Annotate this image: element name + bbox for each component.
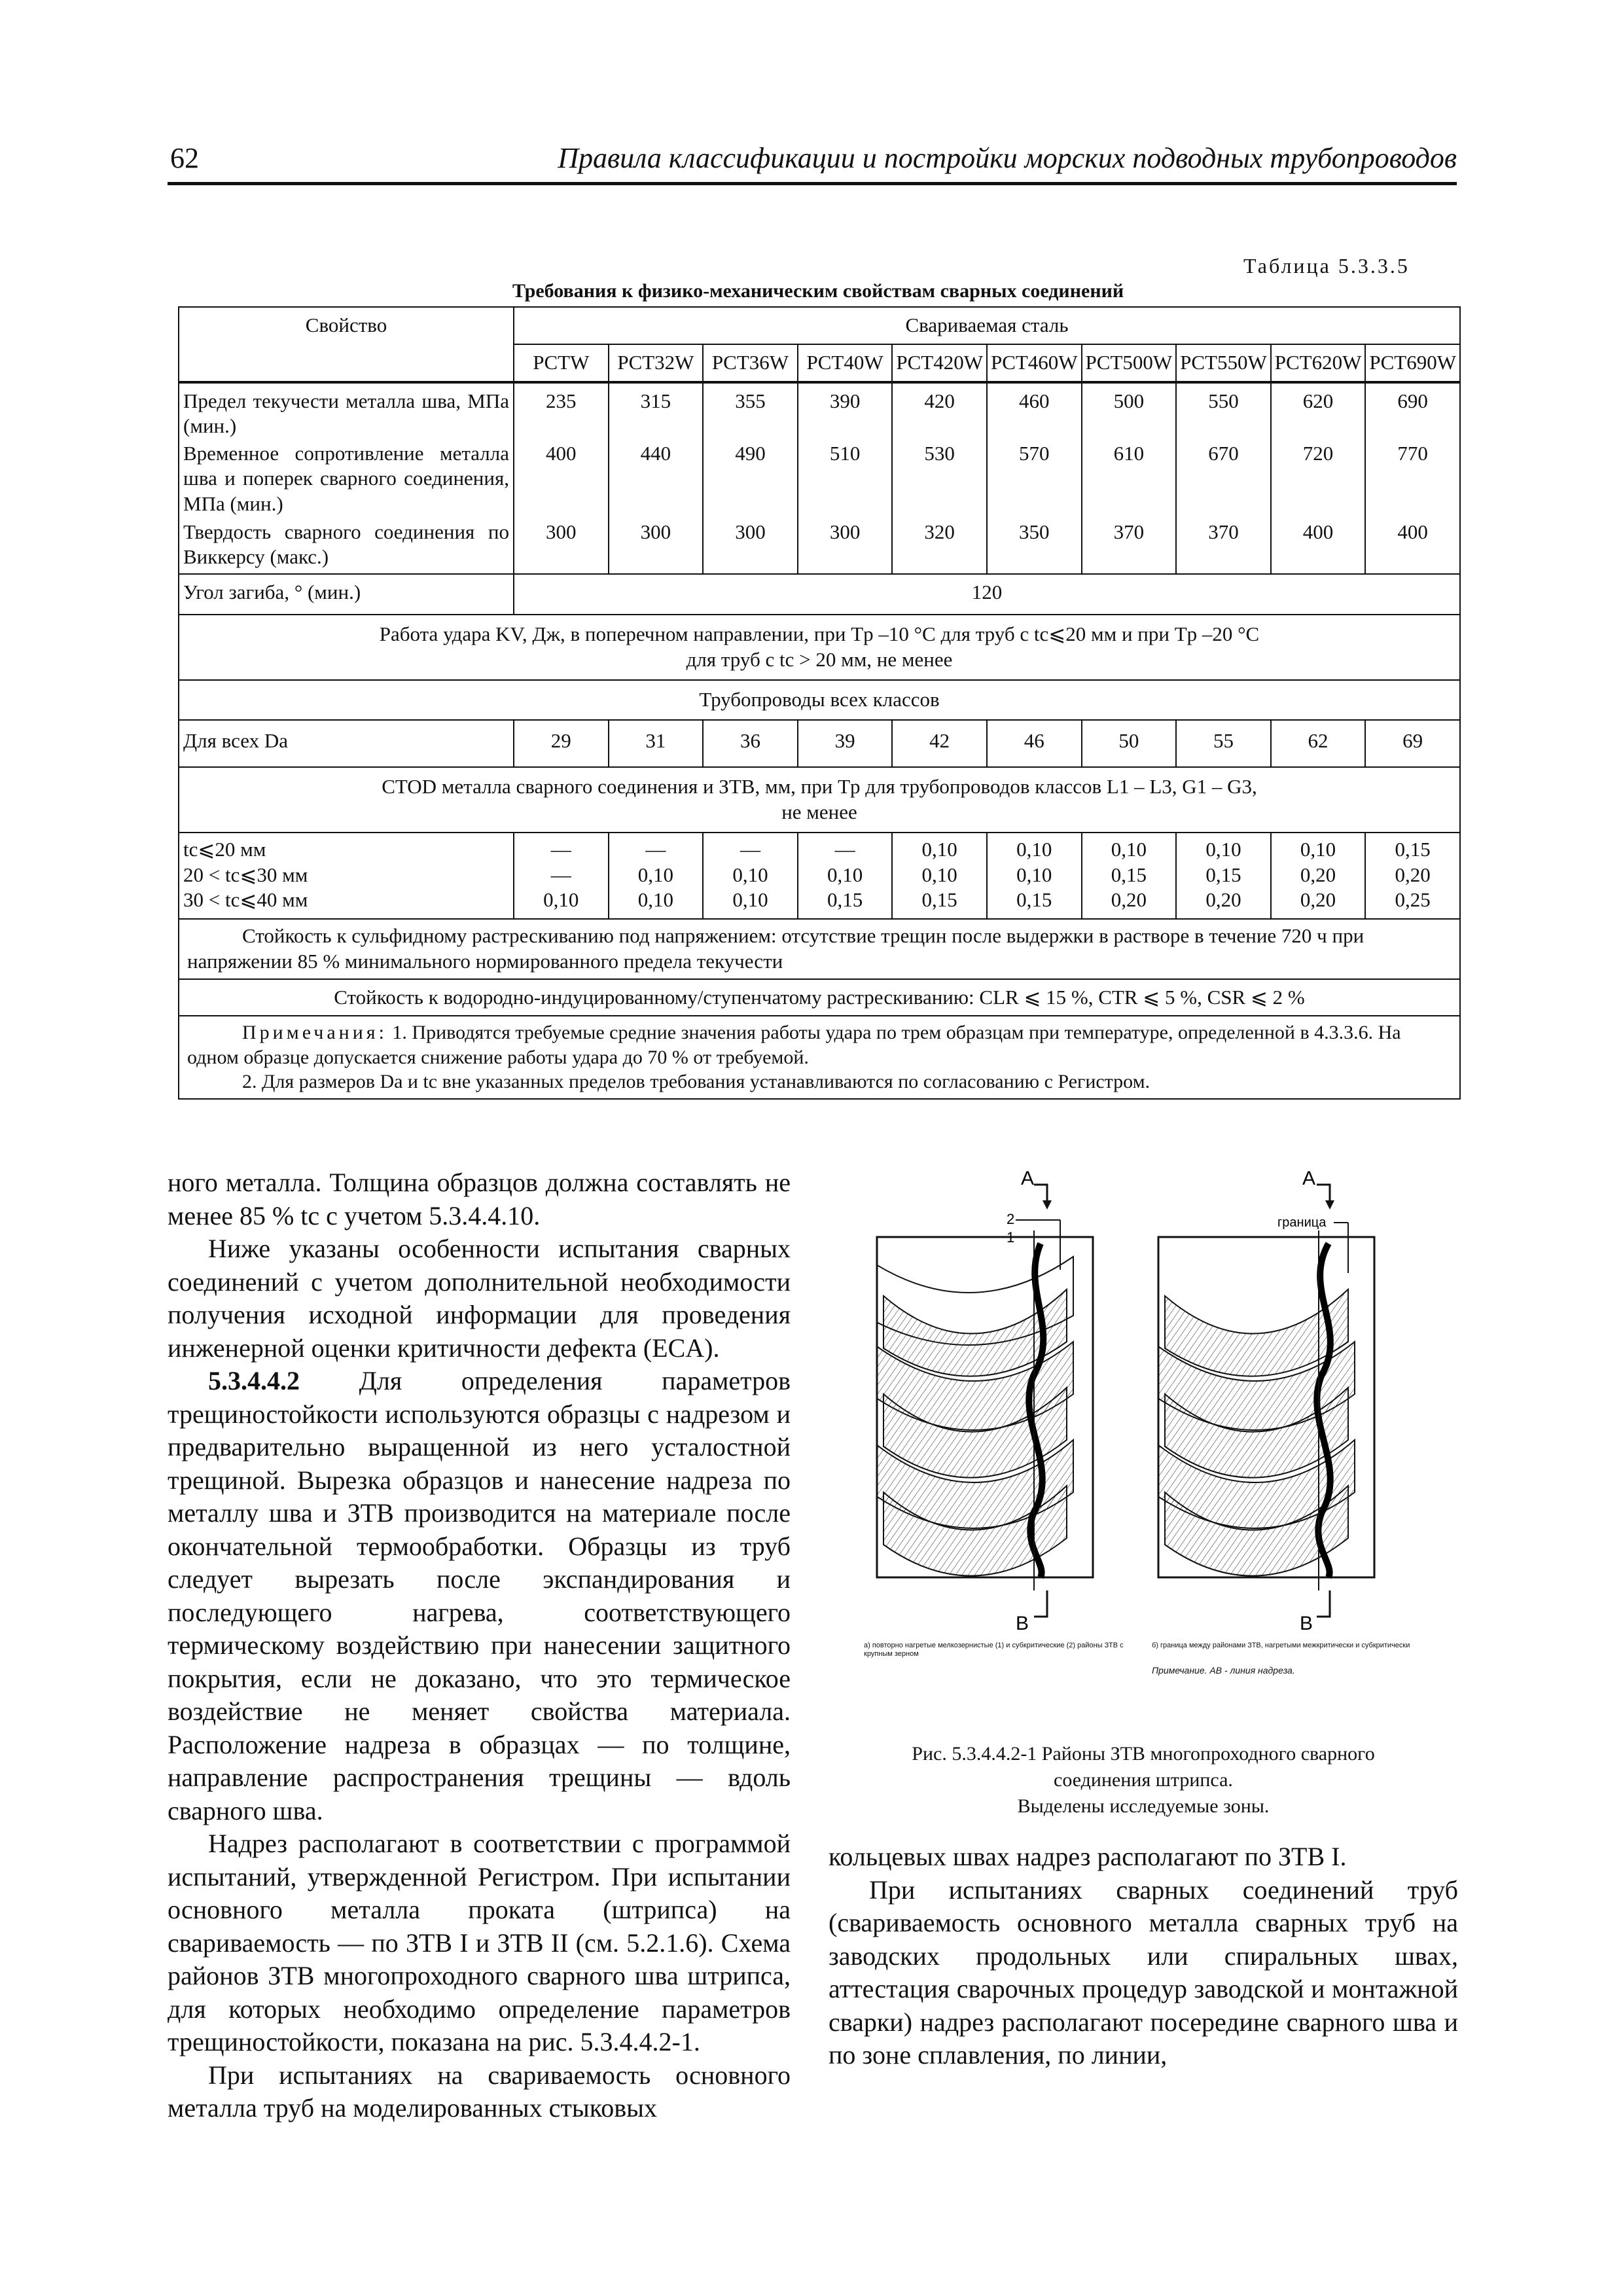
cell-value: 0,10 xyxy=(1300,837,1336,861)
clause-number: 5.3.4.4.2 xyxy=(208,1366,300,1395)
cell-value: 0,10 xyxy=(1016,837,1052,861)
left-column xyxy=(168,1166,791,2125)
ctod-values xyxy=(514,833,609,919)
property-labels xyxy=(179,382,514,574)
cell-value: 550 xyxy=(1208,389,1239,412)
col-property-header: Свойство xyxy=(179,307,514,382)
weld-panel-b xyxy=(1152,1168,1374,1634)
cell-value: 0,25 xyxy=(1395,888,1431,912)
cell-value: 420 xyxy=(924,389,955,412)
cell-value: 620 xyxy=(1302,389,1334,412)
property-values xyxy=(987,382,1082,574)
cell-value: 0,20 xyxy=(1395,863,1431,886)
cell-value: 0,20 xyxy=(1300,863,1336,886)
cell-value: 50 xyxy=(1082,720,1177,768)
property-label: Твердость сварного соединения по Виккерсу (макс.) xyxy=(183,520,509,569)
cell-value: — xyxy=(834,837,855,861)
ctod-values xyxy=(1176,833,1271,919)
cell-value: 0,10 xyxy=(732,888,768,912)
cell-value: 0,10 xyxy=(1016,863,1052,886)
ctod-values xyxy=(798,833,893,919)
cell-value: 670 xyxy=(1208,441,1239,465)
paragraph: ного металла. Толщина образцов должна составлять не менее 85 % tc с учетом 5.3.4.4.10. xyxy=(168,1168,791,1230)
cell-value: 0,10 xyxy=(827,863,863,886)
label-a-left: A xyxy=(1021,1168,1035,1189)
paragraph xyxy=(168,1365,791,1827)
ctod-heading-line: не менее xyxy=(781,800,857,823)
cell-value: 460 xyxy=(1019,389,1050,412)
bend-label: Угол загиба, ° (мин.) xyxy=(179,574,514,615)
property-values xyxy=(892,382,987,574)
impact-heading xyxy=(179,615,1460,680)
cell-value: 0,20 xyxy=(1205,888,1241,912)
weld-panel-a xyxy=(864,1168,1093,1634)
caption-line: соединения штрипса. xyxy=(1054,1769,1233,1791)
running-title: Правила классификации и постройки морских подводных трубопроводов xyxy=(558,142,1457,174)
cell-value: 510 xyxy=(829,441,861,465)
page-number: 62 xyxy=(170,142,199,174)
weld-zones-figure xyxy=(844,1158,1459,1748)
table-row-hydrogen xyxy=(179,979,1460,1016)
paragraph-text: Для определения параметров трещиностойкости используются образцы с надрезом и предварительно выращенной из него усталостной трещиной. Вырезка образцов и нанесение надреза по металлу шва и ЗТВ производится на материале после окончательной термообработки. Образцы из труб следует вырезать после экспандирования и последующего нагрева, соответствующего термическому воздействию при нанесении защитного покрытия, если не доказано, что это термическое воздействие не меняет свойства материала. Расположение надреза в образцах — по толщине, направление распространения трещины — вдоль сварного шва. xyxy=(168,1366,791,1825)
cell-value: — xyxy=(740,837,760,861)
ctod-values xyxy=(987,833,1082,919)
note-1-text: 1. Приводятся требуемые средние значения работы удара по трем образцам при температуре, определенной в 4.3.3.6. На одном образце допускается снижение работы удара до 70 % от требуемой. xyxy=(187,1022,1401,1068)
property-values xyxy=(798,382,893,574)
table-row-notes xyxy=(179,1016,1460,1099)
cell-value: 610 xyxy=(1113,441,1145,465)
boundary-label: граница xyxy=(1277,1215,1327,1230)
bend-value: 120 xyxy=(514,574,1460,615)
cell-value: 440 xyxy=(640,441,671,465)
cell-value: 0,20 xyxy=(1111,888,1147,912)
ctod-values xyxy=(703,833,798,919)
property-values xyxy=(514,382,609,574)
cell-value: 355 xyxy=(735,389,766,412)
ctod-values xyxy=(892,833,987,919)
cell-value: 0,15 xyxy=(1016,888,1052,912)
ctod-heading-line: CTOD металла сварного соединения и ЗТВ, мм, при Tp для трубопроводов классов L1 – L3, G1 – G3, xyxy=(382,775,1257,798)
cell-value: 62 xyxy=(1271,720,1366,768)
property-values xyxy=(1176,382,1271,574)
table-row-impact xyxy=(179,720,1460,768)
cell-value: 69 xyxy=(1365,720,1460,768)
subcaption-b: б) граница между районами ЗТВ, нагретыми межкритически и субкритически xyxy=(1152,1641,1410,1649)
cell-value: 300 xyxy=(829,520,861,543)
cell-value: 0,10 xyxy=(1111,837,1147,861)
property-label: Временное сопротивление металла шва и поперек сварного соединения, МПа (мин.) xyxy=(183,441,509,515)
col-steel-header: Свариваемая сталь xyxy=(514,307,1460,344)
cell-value: 0,10 xyxy=(1205,837,1241,861)
cell-value: 490 xyxy=(735,441,766,465)
cell-value: 300 xyxy=(735,520,766,543)
ctod-values xyxy=(609,833,704,919)
cell-value: 36 xyxy=(703,720,798,768)
cell-value: 235 xyxy=(546,389,577,412)
grade-header: PCT690W xyxy=(1365,344,1460,382)
cell-value: 500 xyxy=(1113,389,1145,412)
cell-value: 0,15 xyxy=(827,888,863,912)
impact-label: Для всех Da xyxy=(179,720,514,768)
property-label: Предел текучести металла шва, МПа (мин.) xyxy=(183,389,509,438)
ctod-labels xyxy=(179,833,514,919)
table-title: Требования к физико-механическим свойствам сварных соединений xyxy=(512,280,1124,302)
figure-remark: Примечание. АВ - линия надреза. xyxy=(1152,1665,1295,1676)
table-row-pipelines xyxy=(179,680,1460,720)
label-b-right: B xyxy=(1300,1613,1313,1634)
note-1 xyxy=(187,1020,1452,1069)
cell-value: 690 xyxy=(1397,389,1428,412)
property-values xyxy=(609,382,704,574)
cell-value: 55 xyxy=(1176,720,1271,768)
cell-value: 0,15 xyxy=(1205,863,1241,886)
cell-value: 42 xyxy=(892,720,987,768)
cell-value: 350 xyxy=(1019,520,1050,543)
cell-value: 530 xyxy=(924,441,955,465)
cell-value: 0,20 xyxy=(1300,888,1336,912)
label-a-right: A xyxy=(1302,1168,1316,1189)
cell-value: 29 xyxy=(514,720,609,768)
cell-value: 46 xyxy=(987,720,1082,768)
cell-value: 570 xyxy=(1019,441,1050,465)
zone-number-1: 1 xyxy=(1007,1229,1015,1246)
hydrogen-text: Стойкость к водородно-индуцированному/ступенчатому растрескиванию: CLR ⩽ 15 %, CTR ⩽ 5 %, CSR ⩽ 2 % xyxy=(179,979,1460,1016)
cell-value: 0,10 xyxy=(921,837,957,861)
page-header xyxy=(168,141,1457,185)
cell-value: 39 xyxy=(798,720,893,768)
cell-value: 770 xyxy=(1397,441,1428,465)
table-row-ctod-heading xyxy=(179,767,1460,833)
cell-value: 720 xyxy=(1302,441,1334,465)
grade-header: PCT620W xyxy=(1271,344,1366,382)
paragraph: кольцевых швах надрез располагают по ЗТВ I. xyxy=(829,1842,1347,1871)
figure-caption xyxy=(829,1741,1458,1820)
zone-number-2: 2 xyxy=(1007,1211,1015,1227)
table-notes xyxy=(179,1016,1460,1099)
cell-value: — xyxy=(550,837,571,861)
ctod-values xyxy=(1271,833,1366,919)
property-values xyxy=(1082,382,1177,574)
cell-value: 400 xyxy=(546,441,577,465)
cell-value: 300 xyxy=(546,520,577,543)
cell-value: — xyxy=(550,863,571,886)
note-2: 2. Для размеров Da и tc вне указанных пределов требования устанавливаются по согласованию с Регистром. xyxy=(242,1071,1150,1093)
table-row-bend xyxy=(179,574,1460,615)
label-b-left: B xyxy=(1016,1613,1029,1634)
cell-value: 300 xyxy=(640,520,671,543)
paragraph: Ниже указаны особенности испытания сварных соединений с учетом дополнительной необходимости получения исходной информации для проведения инженерной оценки критичности дефекта (ECA). xyxy=(168,1234,791,1363)
cell-value: 0,10 xyxy=(543,888,579,912)
table-row-properties xyxy=(179,382,1460,574)
grade-header: PCT420W xyxy=(892,344,987,382)
grade-header: PCT32W xyxy=(609,344,704,382)
grade-header: PCT460W xyxy=(987,344,1082,382)
requirements-table xyxy=(178,306,1461,1100)
ctod-label: 20 < tc⩽30 мм xyxy=(183,863,308,886)
subcaption-a: а) повторно нагретые мелкозернистые (1) и субкритические (2) районы ЗТВ с крупным зерном xyxy=(864,1641,1124,1658)
cell-value: 370 xyxy=(1113,520,1145,543)
table-row-impact-heading xyxy=(179,615,1460,680)
pipelines-all: Трубопроводы всех классов xyxy=(179,680,1460,720)
grade-header: PCT500W xyxy=(1082,344,1177,382)
caption-line: Выделены исследуемые зоны. xyxy=(1017,1795,1270,1817)
cell-value: 0,15 xyxy=(1395,837,1431,861)
table-row-sulfide xyxy=(179,919,1460,979)
cell-value: 0,10 xyxy=(732,863,768,886)
cell-value: 0,15 xyxy=(1111,863,1147,886)
impact-heading-line: Работа удара KV, Дж, в поперечном направлении, при Tp –10 °C для труб с tc⩽20 мм и при Tp –20 °C xyxy=(379,622,1260,646)
ctod-label: tc⩽20 мм xyxy=(183,837,266,861)
paragraph: Надрез располагают в соответствии с программой испытаний, утвержденной Регистром. При испытании основного металла проката (штрипса) на свариваемость — по ЗТВ I и ЗТВ II (см. 5.2.1.6). Схема районов ЗТВ многопроходного сварного шва штрипса, для которых необходимо определение параметров трещиностойкости, показана на рис. 5.3.4.4.2-1. xyxy=(168,1829,791,2056)
table-header-row xyxy=(179,307,1460,344)
ctod-values xyxy=(1082,833,1177,919)
cell-value: 0,10 xyxy=(921,863,957,886)
cell-value: 400 xyxy=(1397,520,1428,543)
cell-value: 370 xyxy=(1208,520,1239,543)
cell-value: 0,10 xyxy=(637,863,674,886)
ctod-heading xyxy=(179,767,1460,833)
caption-line: Рис. 5.3.4.4.2-1 Районы ЗТВ многопроходного сварного xyxy=(912,1743,1375,1765)
paragraph: При испытаниях сварных соединений труб (свариваемость основного металла сварных труб на заводских продольных или спиральных швах, аттестация сварочных процедур заводской и монтажной сварки) надрез располагают посередине сварного шва и по зоне сплавления, по линии, xyxy=(829,1874,1458,2070)
ctod-label: 30 < tc⩽40 мм xyxy=(183,888,308,912)
property-values xyxy=(703,382,798,574)
right-column xyxy=(829,1840,1458,2072)
cell-value: 315 xyxy=(640,389,671,412)
ctod-values xyxy=(1365,833,1460,919)
grade-header: PCT36W xyxy=(703,344,798,382)
property-values xyxy=(1365,382,1460,574)
paragraph: При испытаниях на свариваемость основного металла труб на моделированных стыковых xyxy=(168,2060,791,2123)
cell-value: 0,15 xyxy=(921,888,957,912)
cell-value: 390 xyxy=(829,389,861,412)
cell-value: 31 xyxy=(609,720,704,768)
table-row-ctod xyxy=(179,833,1460,919)
sulfide-text: Стойкость к сульфидному растрескиванию под напряжением: отсутствие трещин после выдержки в растворе в течение 720 ч при напряжении 85 % минимального нормированного предела текучести xyxy=(179,919,1460,979)
grade-header: PCT550W xyxy=(1176,344,1271,382)
grade-header: PCT40W xyxy=(798,344,893,382)
notes-word: Примечания: xyxy=(242,1022,387,1044)
grade-header: PCTW xyxy=(514,344,609,382)
cell-value: 0,10 xyxy=(637,888,674,912)
cell-value: — xyxy=(645,837,666,861)
cell-value: 400 xyxy=(1302,520,1334,543)
table-label: Таблица 5.3.3.5 xyxy=(1243,254,1410,278)
cell-value: 320 xyxy=(924,520,955,543)
property-values xyxy=(1271,382,1366,574)
impact-heading-line: для труб с tc > 20 мм, не менее xyxy=(686,648,953,671)
